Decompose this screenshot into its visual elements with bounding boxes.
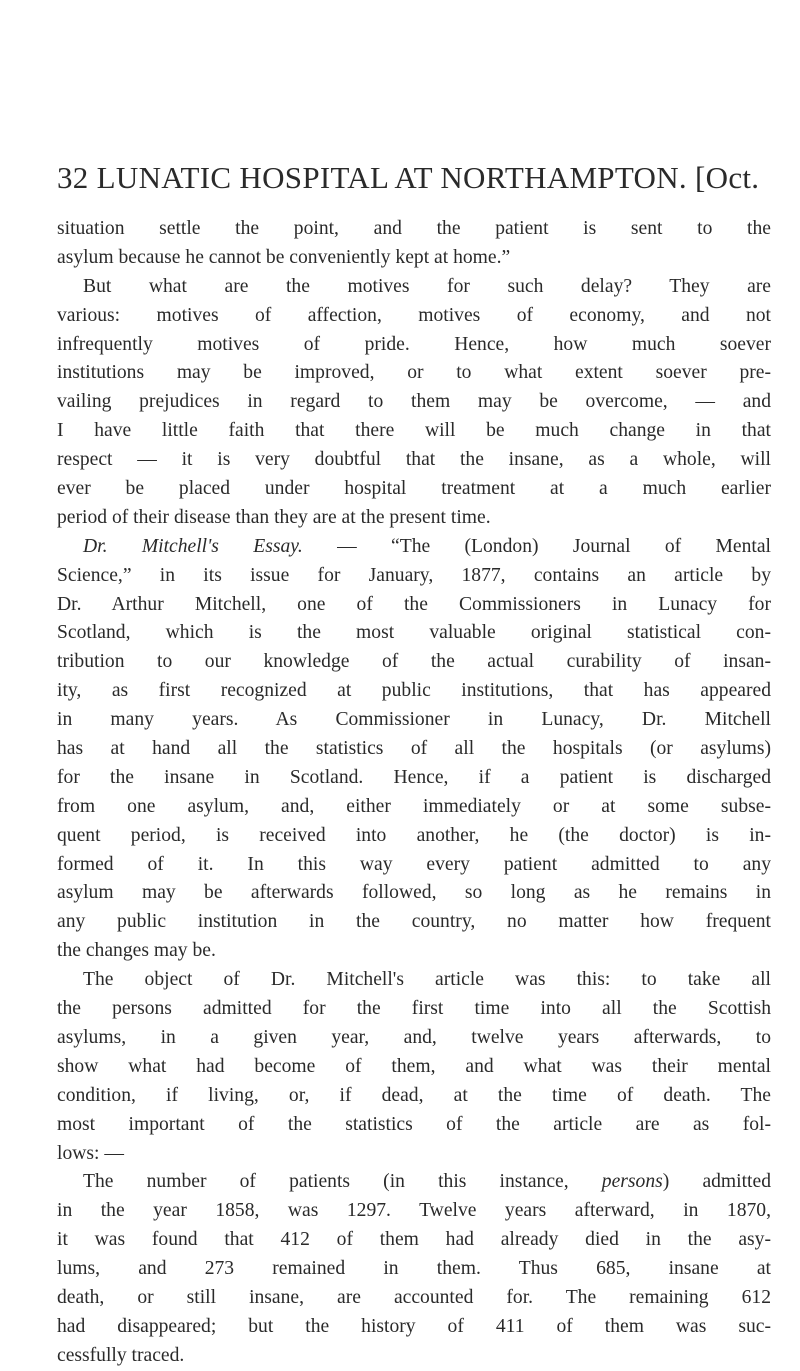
text-line: it was found that 412 of them had already died in the asy- xyxy=(57,1229,771,1251)
text-line: formed of it. In this way every patient admitted to any xyxy=(57,853,771,875)
text-line: infrequently motives of pride. Hence, how much soever xyxy=(57,333,771,355)
text-line: respect — it is very doubtful that the insane, as a whole, will xyxy=(57,449,771,471)
text-line: Scotland, which is the most valuable original statistical con- xyxy=(57,622,771,644)
text-line: condition, if living, or, if dead, at the time of death. The xyxy=(57,1084,771,1106)
text-line: tribution to our knowledge of the actual curability of insan- xyxy=(57,651,771,673)
emphasis-text: persons xyxy=(601,1171,663,1193)
text-line: institutions may be improved, or to what extent soever pre- xyxy=(57,362,771,384)
page-number: 32 xyxy=(57,160,89,195)
text-line: But what are the motives for such delay? They are xyxy=(83,275,771,297)
text-line: vailing prejudices in regard to them may be overcome, — and xyxy=(57,391,771,413)
text-line: any public institution in the country, no matter how frequent xyxy=(57,911,771,933)
text-line: ity, as first recognized at public institutions, that has appeared xyxy=(57,680,771,702)
text-segment: ) admitted xyxy=(662,1171,771,1193)
text-line: the persons admitted for the first time into all the Scottish xyxy=(57,998,771,1020)
section-heading: Dr. Mitchell's Essay. xyxy=(83,535,303,557)
text-line: had disappeared; but the history of 411 of them was suc- xyxy=(57,1315,771,1337)
text-line: I have little faith that there will be much change in that xyxy=(57,420,771,442)
body-text xyxy=(57,215,771,1371)
text-line: ever be placed under hospital treatment at a much earlier xyxy=(57,478,771,500)
running-header xyxy=(57,160,760,196)
text-line: for the insane in Scotland. Hence, if a patient is discharged xyxy=(57,766,771,788)
text-line: cessfully traced. xyxy=(57,1344,185,1366)
text-line: various: motives of affection, motives of economy, and not xyxy=(57,304,771,326)
text-line: has at hand all the statistics of all the hospitals (or asylums) xyxy=(57,738,771,760)
running-title: LUNATIC HOSPITAL AT NORTHAMPTON. xyxy=(96,160,687,195)
text-line: asylums, in a given year, and, twelve years afterwards, to xyxy=(57,1026,771,1048)
text-line: period of their disease than they are at the present time. xyxy=(57,506,491,528)
text-line: the changes may be. xyxy=(57,940,216,962)
text-line xyxy=(57,533,771,562)
text-line: in many years. As Commissioner in Lunacy, Dr. Mitchell xyxy=(57,709,771,731)
text-line: in the year 1858, was 1297. Twelve years afterward, in 1870, xyxy=(57,1200,771,1222)
text-line: from one asylum, and, either immediately or at some subse- xyxy=(57,795,771,817)
text-line: Dr. Arthur Mitchell, one of the Commissioners in Lunacy for xyxy=(57,593,771,615)
text-segment: The number of patients (in this instance, xyxy=(83,1171,602,1193)
text-line: most important of the statistics of the article are as fol- xyxy=(57,1113,771,1135)
text-line: asylum because he cannot be conveniently kept at home.” xyxy=(57,246,511,268)
text-line: Science,” in its issue for January, 1877, contains an article by xyxy=(57,564,771,586)
text-line: The object of Dr. Mitchell's article was this: to take all xyxy=(83,969,771,991)
text-line: death, or still insane, are accounted for. The remaining 612 xyxy=(57,1286,771,1308)
text-line: show what had become of them, and what was their mental xyxy=(57,1055,771,1077)
text-line: situation settle the point, and the patient is sent to the xyxy=(57,218,771,239)
text-line xyxy=(57,1168,771,1197)
text-line: lows: — xyxy=(57,1142,124,1164)
text-line: lums, and 273 remained in them. Thus 685, insane at xyxy=(57,1258,771,1280)
text-segment: — “The (London) Journal of Mental xyxy=(302,535,771,557)
text-line: quent period, is received into another, he (the doctor) is in- xyxy=(57,824,771,846)
header-date: [Oct. xyxy=(695,160,760,195)
text-line: asylum may be afterwards followed, so long as he remains in xyxy=(57,882,771,904)
